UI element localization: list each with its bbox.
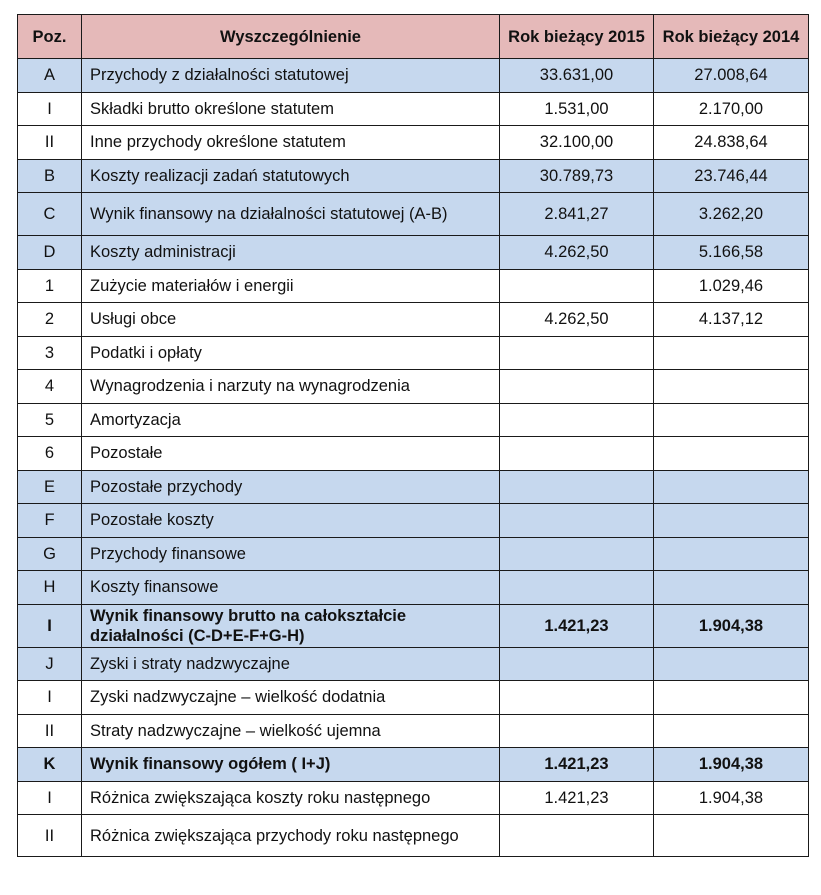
header-position: Poz.	[18, 15, 82, 59]
row-description: Inne przychody określone statutem	[82, 126, 500, 160]
row-position: I	[18, 681, 82, 715]
row-position: 5	[18, 403, 82, 437]
row-value-2014	[654, 647, 809, 681]
header-description: Wyszczególnienie	[82, 15, 500, 59]
row-value-2014: 1.904,38	[654, 604, 809, 647]
row-value-2015	[500, 714, 654, 748]
table-row	[18, 193, 809, 236]
row-description: Wynik finansowy na działalności statutowej (A-B)	[82, 193, 500, 236]
row-description: Usługi obce	[82, 303, 500, 337]
row-value-2015: 1.421,23	[500, 781, 654, 815]
row-description: Pozostałe koszty	[82, 504, 500, 538]
table-row	[18, 748, 809, 782]
row-position: B	[18, 159, 82, 193]
row-value-2015	[500, 336, 654, 370]
row-position: 6	[18, 437, 82, 471]
row-value-2014: 27.008,64	[654, 59, 809, 93]
row-description: Koszty finansowe	[82, 571, 500, 605]
row-value-2015: 4.262,50	[500, 303, 654, 337]
table-row	[18, 681, 809, 715]
table-header-row	[18, 15, 809, 59]
row-value-2014: 3.262,20	[654, 193, 809, 236]
row-description: Pozostałe	[82, 437, 500, 471]
table-row	[18, 604, 809, 647]
row-position: E	[18, 470, 82, 504]
row-value-2014	[654, 681, 809, 715]
row-value-2015	[500, 647, 654, 681]
row-position: I	[18, 604, 82, 647]
row-value-2014	[654, 537, 809, 571]
row-position: F	[18, 504, 82, 538]
row-value-2014: 23.746,44	[654, 159, 809, 193]
row-value-2015: 1.421,23	[500, 604, 654, 647]
table-row	[18, 126, 809, 160]
row-position: C	[18, 193, 82, 236]
row-description: Składki brutto określone statutem	[82, 92, 500, 126]
row-description: Wynagrodzenia i narzuty na wynagrodzenia	[82, 370, 500, 404]
row-description: Koszty realizacji zadań statutowych	[82, 159, 500, 193]
table-row	[18, 571, 809, 605]
row-position: I	[18, 781, 82, 815]
table-row	[18, 504, 809, 538]
row-description: Zyski i straty nadzwyczajne	[82, 647, 500, 681]
row-value-2014	[654, 571, 809, 605]
row-position: II	[18, 126, 82, 160]
row-value-2014	[654, 714, 809, 748]
row-description: Różnica zwiększająca przychody roku następnego	[82, 815, 500, 857]
row-value-2015	[500, 537, 654, 571]
row-value-2015: 1.531,00	[500, 92, 654, 126]
row-value-2015	[500, 470, 654, 504]
row-value-2015	[500, 437, 654, 471]
row-description: Koszty administracji	[82, 236, 500, 270]
row-value-2014: 5.166,58	[654, 236, 809, 270]
table-row	[18, 269, 809, 303]
row-value-2015	[500, 815, 654, 857]
row-value-2015	[500, 269, 654, 303]
row-position: 4	[18, 370, 82, 404]
table-row	[18, 647, 809, 681]
row-value-2015: 33.631,00	[500, 59, 654, 93]
row-value-2015: 2.841,27	[500, 193, 654, 236]
row-description: Zużycie materiałów i energii	[82, 269, 500, 303]
row-description: Podatki i opłaty	[82, 336, 500, 370]
row-position: G	[18, 537, 82, 571]
table-row	[18, 470, 809, 504]
table-row	[18, 370, 809, 404]
row-description: Różnica zwiększająca koszty roku następnego	[82, 781, 500, 815]
table-row	[18, 781, 809, 815]
row-position: A	[18, 59, 82, 93]
row-value-2015: 30.789,73	[500, 159, 654, 193]
row-value-2015: 1.421,23	[500, 748, 654, 782]
row-value-2014	[654, 504, 809, 538]
row-position: D	[18, 236, 82, 270]
row-position: K	[18, 748, 82, 782]
row-value-2014: 24.838,64	[654, 126, 809, 160]
row-description: Pozostałe przychody	[82, 470, 500, 504]
row-position: 3	[18, 336, 82, 370]
row-description: Straty nadzwyczajne – wielkość ujemna	[82, 714, 500, 748]
row-value-2014: 1.029,46	[654, 269, 809, 303]
row-value-2014: 2.170,00	[654, 92, 809, 126]
row-value-2015: 4.262,50	[500, 236, 654, 270]
row-description: Wynik finansowy ogółem ( I+J)	[82, 748, 500, 782]
row-value-2015	[500, 571, 654, 605]
financial-results-table	[17, 14, 809, 857]
row-position: H	[18, 571, 82, 605]
row-position: 1	[18, 269, 82, 303]
row-value-2014: 4.137,12	[654, 303, 809, 337]
row-value-2014	[654, 437, 809, 471]
table-row	[18, 59, 809, 93]
header-year-2014: Rok bieżący 2014	[654, 15, 809, 59]
row-value-2015: 32.100,00	[500, 126, 654, 160]
row-position: 2	[18, 303, 82, 337]
row-value-2015	[500, 681, 654, 715]
table-row	[18, 403, 809, 437]
table-body	[18, 59, 809, 857]
row-description: Przychody finansowe	[82, 537, 500, 571]
table-row	[18, 537, 809, 571]
row-position: II	[18, 815, 82, 857]
row-position: II	[18, 714, 82, 748]
row-description: Wynik finansowy brutto na całokształcie działalności (C-D+E-F+G-H)	[82, 604, 500, 647]
table-row	[18, 92, 809, 126]
row-position: I	[18, 92, 82, 126]
row-value-2015	[500, 504, 654, 538]
row-value-2014	[654, 336, 809, 370]
table-row	[18, 815, 809, 857]
row-value-2014: 1.904,38	[654, 781, 809, 815]
table-row	[18, 714, 809, 748]
row-description: Zyski nadzwyczajne – wielkość dodatnia	[82, 681, 500, 715]
row-value-2014	[654, 815, 809, 857]
row-description: Przychody z działalności statutowej	[82, 59, 500, 93]
row-value-2015	[500, 370, 654, 404]
header-year-2015: Rok bieżący 2015	[500, 15, 654, 59]
table-row	[18, 336, 809, 370]
table-row	[18, 303, 809, 337]
row-position: J	[18, 647, 82, 681]
row-value-2014: 1.904,38	[654, 748, 809, 782]
table-row	[18, 437, 809, 471]
table-row	[18, 159, 809, 193]
row-value-2014	[654, 470, 809, 504]
table-row	[18, 236, 809, 270]
row-value-2014	[654, 403, 809, 437]
row-value-2014	[654, 370, 809, 404]
row-value-2015	[500, 403, 654, 437]
row-description: Amortyzacja	[82, 403, 500, 437]
